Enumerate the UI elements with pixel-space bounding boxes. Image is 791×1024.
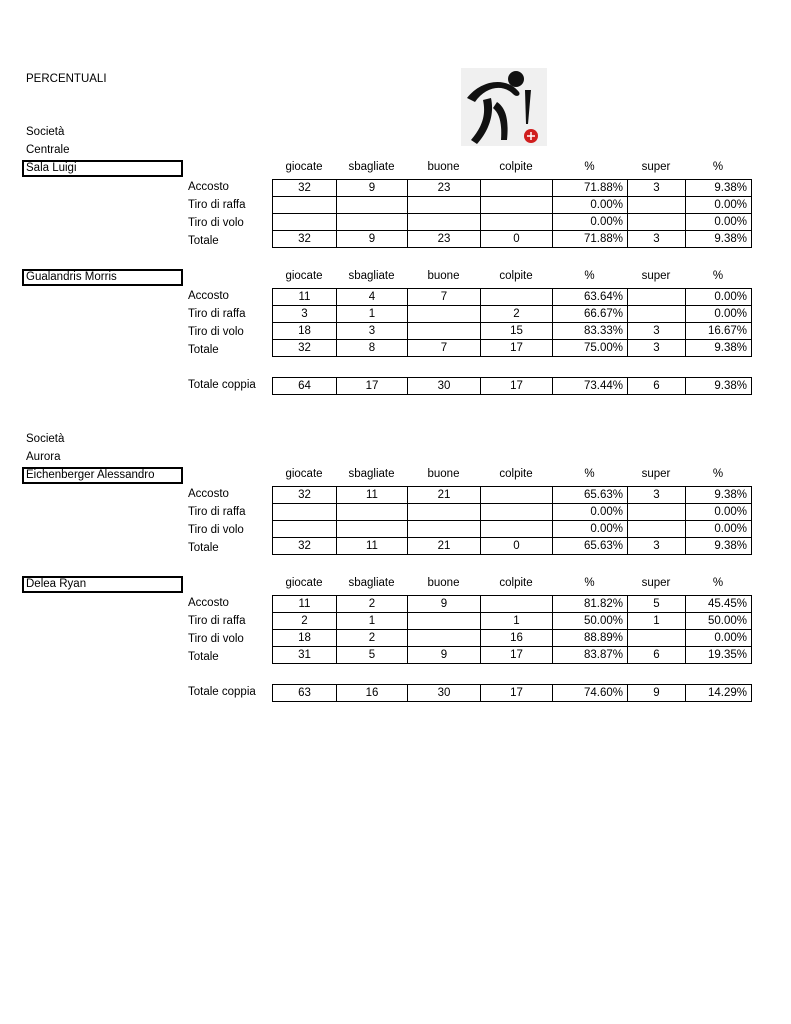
cell-pct2: 45.45% (686, 596, 752, 613)
column-header-pct: % (584, 161, 595, 173)
column-header-pct2: % (712, 161, 724, 173)
cell-pct: 50.00% (553, 613, 628, 630)
cell-pct2: 14.29% (686, 685, 752, 702)
cell-colpite (481, 180, 553, 197)
cell-sbagliate: 3 (337, 323, 408, 340)
cell-giocate: 11 (273, 289, 337, 306)
cell-pct: 88.89% (553, 630, 628, 647)
cell-super: 6 (628, 378, 686, 395)
cell-pct2: 0.00% (686, 197, 752, 214)
cell-colpite (481, 504, 553, 521)
column-header-sbagliate: sbagliate (348, 161, 395, 173)
cell-buone (408, 613, 481, 630)
cell-sbagliate: 5 (337, 647, 408, 664)
cell-giocate (273, 197, 337, 214)
column-header-colpite: colpite (499, 468, 533, 480)
column-header-buone: buone (427, 161, 460, 173)
table-row (273, 596, 752, 613)
cell-colpite: 0 (481, 231, 553, 248)
row-label-totale-coppia: Totale coppia (188, 686, 256, 698)
cell-super: 3 (628, 231, 686, 248)
societa-label: Società (26, 433, 65, 445)
cell-pct: 71.88% (553, 180, 628, 197)
bocce-player-icon (461, 68, 547, 146)
cell-pct: 65.63% (553, 538, 628, 555)
column-header-sbagliate: sbagliate (348, 577, 395, 589)
column-header-super: super (641, 468, 671, 480)
column-header-pct2: % (712, 577, 724, 589)
table-row (273, 289, 752, 306)
column-header-giocate: giocate (285, 270, 323, 282)
cell-colpite: 1 (481, 613, 553, 630)
cell-sbagliate (337, 197, 408, 214)
cell-pct: 0.00% (553, 197, 628, 214)
cell-sbagliate: 16 (337, 685, 408, 702)
cell-colpite: 0 (481, 538, 553, 555)
cell-giocate: 2 (273, 613, 337, 630)
row-label-totale: Totale (188, 651, 219, 663)
cell-buone (408, 504, 481, 521)
cell-sbagliate: 11 (337, 538, 408, 555)
row-label-totale: Totale (188, 344, 219, 356)
cell-super: 5 (628, 596, 686, 613)
row-label-totale: Totale (188, 235, 219, 247)
cell-sbagliate: 17 (337, 378, 408, 395)
cell-pct: 81.82% (553, 596, 628, 613)
table-row (273, 647, 752, 664)
cell-pct2: 19.35% (686, 647, 752, 664)
cell-sbagliate: 9 (337, 231, 408, 248)
column-header-pct2: % (712, 468, 724, 480)
cell-colpite (481, 289, 553, 306)
cell-buone: 9 (408, 596, 481, 613)
cell-colpite: 17 (481, 378, 553, 395)
row-label-raffa: Tiro di raffa (188, 199, 246, 211)
totale-coppia-table (272, 684, 752, 702)
cell-buone (408, 197, 481, 214)
cell-giocate (273, 504, 337, 521)
column-header-sbagliate: sbagliate (348, 468, 395, 480)
cell-super (628, 306, 686, 323)
cell-giocate: 64 (273, 378, 337, 395)
cell-colpite (481, 596, 553, 613)
cell-buone (408, 323, 481, 340)
cell-buone: 21 (408, 487, 481, 504)
cell-giocate: 32 (273, 231, 337, 248)
team-name: Aurora (26, 451, 61, 463)
cell-sbagliate: 9 (337, 180, 408, 197)
player-stats-table (272, 288, 752, 357)
table-row (273, 323, 752, 340)
cell-pct2: 9.38% (686, 231, 752, 248)
cell-giocate: 32 (273, 340, 337, 357)
table-row (273, 214, 752, 231)
table-row (273, 340, 752, 357)
cell-pct: 74.60% (553, 685, 628, 702)
cell-sbagliate: 11 (337, 487, 408, 504)
team-name: Centrale (26, 144, 70, 156)
cell-pct: 66.67% (553, 306, 628, 323)
row-label-accosto: Accosto (188, 290, 229, 302)
column-header-pct: % (584, 577, 595, 589)
cell-sbagliate (337, 214, 408, 231)
row-label-volo: Tiro di volo (188, 524, 244, 536)
cell-pct2: 9.38% (686, 487, 752, 504)
cell-super: 3 (628, 487, 686, 504)
cell-pct: 71.88% (553, 231, 628, 248)
player-name-box: Eichenberger Alessandro (22, 467, 183, 484)
cell-giocate: 31 (273, 647, 337, 664)
cell-buone (408, 630, 481, 647)
column-header-super: super (641, 577, 671, 589)
cell-giocate (273, 214, 337, 231)
cell-giocate: 18 (273, 323, 337, 340)
cell-pct2: 16.67% (686, 323, 752, 340)
cell-pct2: 9.38% (686, 538, 752, 555)
cell-super: 3 (628, 180, 686, 197)
cell-sbagliate: 1 (337, 613, 408, 630)
cell-buone (408, 521, 481, 538)
row-label-accosto: Accosto (188, 597, 229, 609)
cell-pct: 0.00% (553, 504, 628, 521)
player-name-box: Gualandris Morris (22, 269, 183, 286)
cell-buone (408, 306, 481, 323)
cell-super (628, 197, 686, 214)
cell-pct: 65.63% (553, 487, 628, 504)
cell-giocate (273, 521, 337, 538)
column-header-pct2: % (712, 270, 724, 282)
column-header-giocate: giocate (285, 577, 323, 589)
cell-giocate: 32 (273, 180, 337, 197)
cell-buone: 7 (408, 289, 481, 306)
cell-colpite (481, 214, 553, 231)
column-header-buone: buone (427, 468, 460, 480)
player-stats-table (272, 486, 752, 555)
column-header-super: super (641, 270, 671, 282)
cell-colpite (481, 521, 553, 538)
cell-pct2: 0.00% (686, 521, 752, 538)
cell-super: 3 (628, 538, 686, 555)
table-row (273, 685, 752, 702)
page-title: PERCENTUALI (26, 73, 107, 85)
cell-giocate: 11 (273, 596, 337, 613)
player-stats-table (272, 595, 752, 664)
cell-pct: 75.00% (553, 340, 628, 357)
cell-colpite: 17 (481, 647, 553, 664)
cell-buone (408, 214, 481, 231)
row-label-accosto: Accosto (188, 488, 229, 500)
cell-super (628, 504, 686, 521)
cell-buone: 30 (408, 685, 481, 702)
table-row (273, 538, 752, 555)
cell-colpite: 15 (481, 323, 553, 340)
player-stats-table (272, 179, 752, 248)
cell-colpite (481, 197, 553, 214)
column-header-sbagliate: sbagliate (348, 270, 395, 282)
totale-coppia-table (272, 377, 752, 395)
column-header-pct: % (584, 468, 595, 480)
column-header-giocate: giocate (285, 468, 323, 480)
table-row (273, 521, 752, 538)
row-label-raffa: Tiro di raffa (188, 308, 246, 320)
cell-colpite: 2 (481, 306, 553, 323)
column-header-super: super (641, 161, 671, 173)
row-label-raffa: Tiro di raffa (188, 506, 246, 518)
row-label-raffa: Tiro di raffa (188, 615, 246, 627)
cell-buone: 23 (408, 180, 481, 197)
cell-sbagliate (337, 504, 408, 521)
cell-sbagliate: 4 (337, 289, 408, 306)
column-header-colpite: colpite (499, 577, 533, 589)
cell-pct: 0.00% (553, 521, 628, 538)
column-header-pct: % (584, 270, 595, 282)
cell-colpite: 17 (481, 685, 553, 702)
cell-buone: 9 (408, 647, 481, 664)
cell-super: 3 (628, 340, 686, 357)
cell-buone: 21 (408, 538, 481, 555)
table-row (273, 197, 752, 214)
cell-pct2: 0.00% (686, 504, 752, 521)
table-row (273, 180, 752, 197)
cell-pct2: 0.00% (686, 630, 752, 647)
cell-sbagliate: 1 (337, 306, 408, 323)
cell-pct: 73.44% (553, 378, 628, 395)
table-row (273, 231, 752, 248)
cell-super (628, 289, 686, 306)
cell-giocate: 3 (273, 306, 337, 323)
column-header-buone: buone (427, 270, 460, 282)
cell-sbagliate (337, 521, 408, 538)
table-row (273, 487, 752, 504)
row-label-volo: Tiro di volo (188, 217, 244, 229)
table-row (273, 630, 752, 647)
cell-super: 3 (628, 323, 686, 340)
cell-super (628, 630, 686, 647)
row-label-volo: Tiro di volo (188, 326, 244, 338)
societa-label: Società (26, 126, 65, 138)
column-header-colpite: colpite (499, 270, 533, 282)
column-header-buone: buone (427, 577, 460, 589)
cell-pct: 83.87% (553, 647, 628, 664)
cell-super: 9 (628, 685, 686, 702)
cell-pct2: 0.00% (686, 289, 752, 306)
row-label-accosto: Accosto (188, 181, 229, 193)
row-label-totale: Totale (188, 542, 219, 554)
cell-sbagliate: 8 (337, 340, 408, 357)
cell-sbagliate: 2 (337, 630, 408, 647)
cell-colpite (481, 487, 553, 504)
cell-buone: 30 (408, 378, 481, 395)
cell-super: 6 (628, 647, 686, 664)
column-header-giocate: giocate (285, 161, 323, 173)
cell-pct2: 0.00% (686, 306, 752, 323)
cell-pct: 63.64% (553, 289, 628, 306)
cell-pct2: 50.00% (686, 613, 752, 630)
cell-giocate: 32 (273, 538, 337, 555)
table-row (273, 378, 752, 395)
row-label-volo: Tiro di volo (188, 633, 244, 645)
cell-pct: 0.00% (553, 214, 628, 231)
column-header-colpite: colpite (499, 161, 533, 173)
cell-giocate: 18 (273, 630, 337, 647)
cell-pct: 83.33% (553, 323, 628, 340)
table-row (273, 306, 752, 323)
cell-colpite: 16 (481, 630, 553, 647)
cell-pct2: 9.38% (686, 378, 752, 395)
cell-super (628, 214, 686, 231)
table-row (273, 504, 752, 521)
cell-giocate: 63 (273, 685, 337, 702)
cell-sbagliate: 2 (337, 596, 408, 613)
cell-pct2: 9.38% (686, 180, 752, 197)
cell-pct2: 9.38% (686, 340, 752, 357)
cell-colpite: 17 (481, 340, 553, 357)
table-row (273, 613, 752, 630)
cell-buone: 23 (408, 231, 481, 248)
cell-pct2: 0.00% (686, 214, 752, 231)
cell-buone: 7 (408, 340, 481, 357)
cell-super (628, 521, 686, 538)
row-label-totale-coppia: Totale coppia (188, 379, 256, 391)
player-name-box: Sala Luigi (22, 160, 183, 177)
cell-giocate: 32 (273, 487, 337, 504)
cell-super: 1 (628, 613, 686, 630)
player-name-box: Delea Ryan (22, 576, 183, 593)
